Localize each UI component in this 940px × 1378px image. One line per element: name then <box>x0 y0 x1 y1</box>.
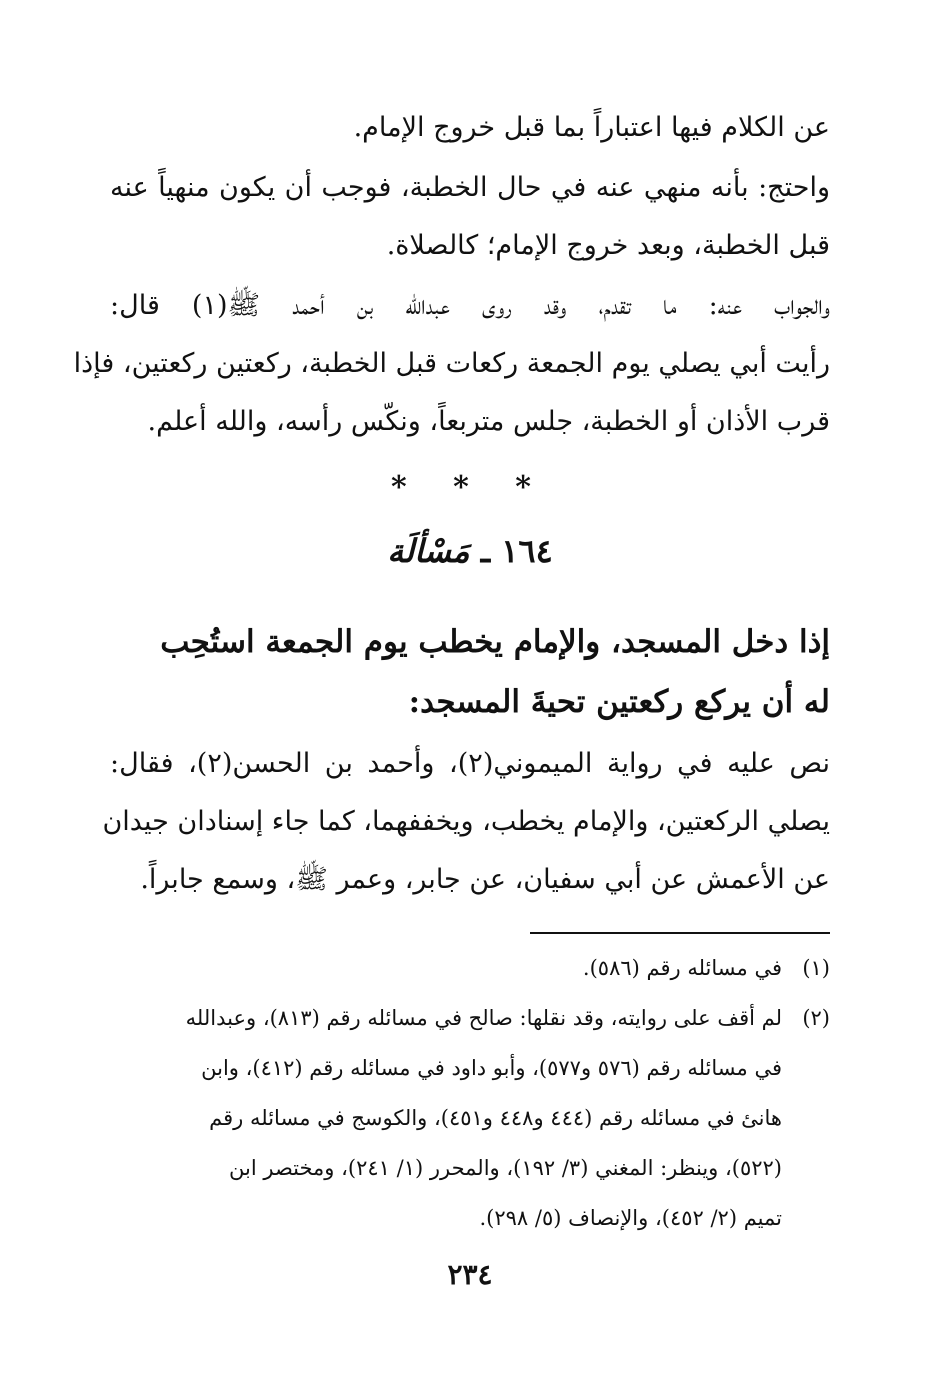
footnote-1-number: (١) <box>802 956 830 980</box>
issue-heading-line-2: له أن يركع ركعتين تحيةَ المسجد: <box>408 684 830 720</box>
footnote-2-text-1: لم أقف على روايته، وقد نقلها: صالح في مسائله رقم (٨١٣)، وعبدالله <box>185 1006 782 1030</box>
paragraph-3-line-3: قرب الأذان أو الخطبة، جلس متربعاً، ونكّس رأسه، والله أعلم. <box>147 406 830 437</box>
paragraph-2-line-1: واحتج: بأنه منهي عنه في حال الخطبة، فوجب أن يكون منهياً عنه <box>110 172 830 203</box>
footnote-2-number: (٢) <box>802 1006 830 1030</box>
footnote-1 <box>110 952 830 984</box>
masala-number: ١٦٤ ـ <box>480 532 553 570</box>
footnote-1-text: في مسائله رقم (٥٨٦). <box>582 956 782 980</box>
paragraph-4-line-3: عن الأعمش عن أبي سفيان، عن جابر، وعمر ﷺ، وسمع جابراً. <box>140 864 830 895</box>
paragraph-2-line-2: قبل الخطبة، وبعد خروج الإمام؛ كالصلاة. <box>386 230 830 261</box>
footnote-2-line-1 <box>110 1002 830 1034</box>
paragraph-1-line-1: عن الكلام فيها اعتباراً بما قبل خروج الإمام. <box>353 112 830 143</box>
paragraph-4-line-1: نص عليه في رواية الميموني(٢)، وأحمد بن الحسن(٢)، فقال: <box>110 748 831 779</box>
paragraph-3-line-1: والجواب عنه: ما تقدم، وقد روى عبدالله بن أحمد ﷺ(١) قال: <box>110 290 830 321</box>
paragraph-4-line-2: يصلي الركعتين، والإمام يخطب، ويخففهما، كما جاء إسنادان جيدان <box>102 806 830 837</box>
paragraph-3-line-2: رأيت أبي يصلي يوم الجمعة ركعات قبل الخطبة، ركعتين ركعتين، فإذا <box>73 348 830 379</box>
footnote-divider <box>530 932 830 934</box>
footnote-2-line-3: هانئ في مسائله رقم (٤٤٤ و٤٤٨ و٤٥١)، والكوسج في مسائله رقم <box>209 1106 782 1130</box>
issue-heading-line-1: إذا دخل المسجد، والإمام يخطب يوم الجمعة استُحِب <box>160 624 830 660</box>
section-separator: * * * <box>391 470 549 505</box>
masala-title <box>0 532 940 570</box>
footnote-2-line-4: (٥٢٢)، وينظر: المغني (٣/ ١٩٢)، والمحرر (١/ ٢٤١)، ومختصر ابن <box>229 1156 782 1180</box>
masala-word: مَسْألَة <box>387 532 470 570</box>
page-number: ٢٣٤ <box>447 1258 493 1291</box>
footnote-2-line-2: في مسائله رقم (٥٧٦ و٥٧٧)، وأبو داود في مسائله رقم (٤١٢)، وابن <box>201 1056 782 1080</box>
footnote-2-line-5: تميم (٢/ ٤٥٢)، والإنصاف (٥/ ٢٩٨). <box>479 1206 782 1230</box>
